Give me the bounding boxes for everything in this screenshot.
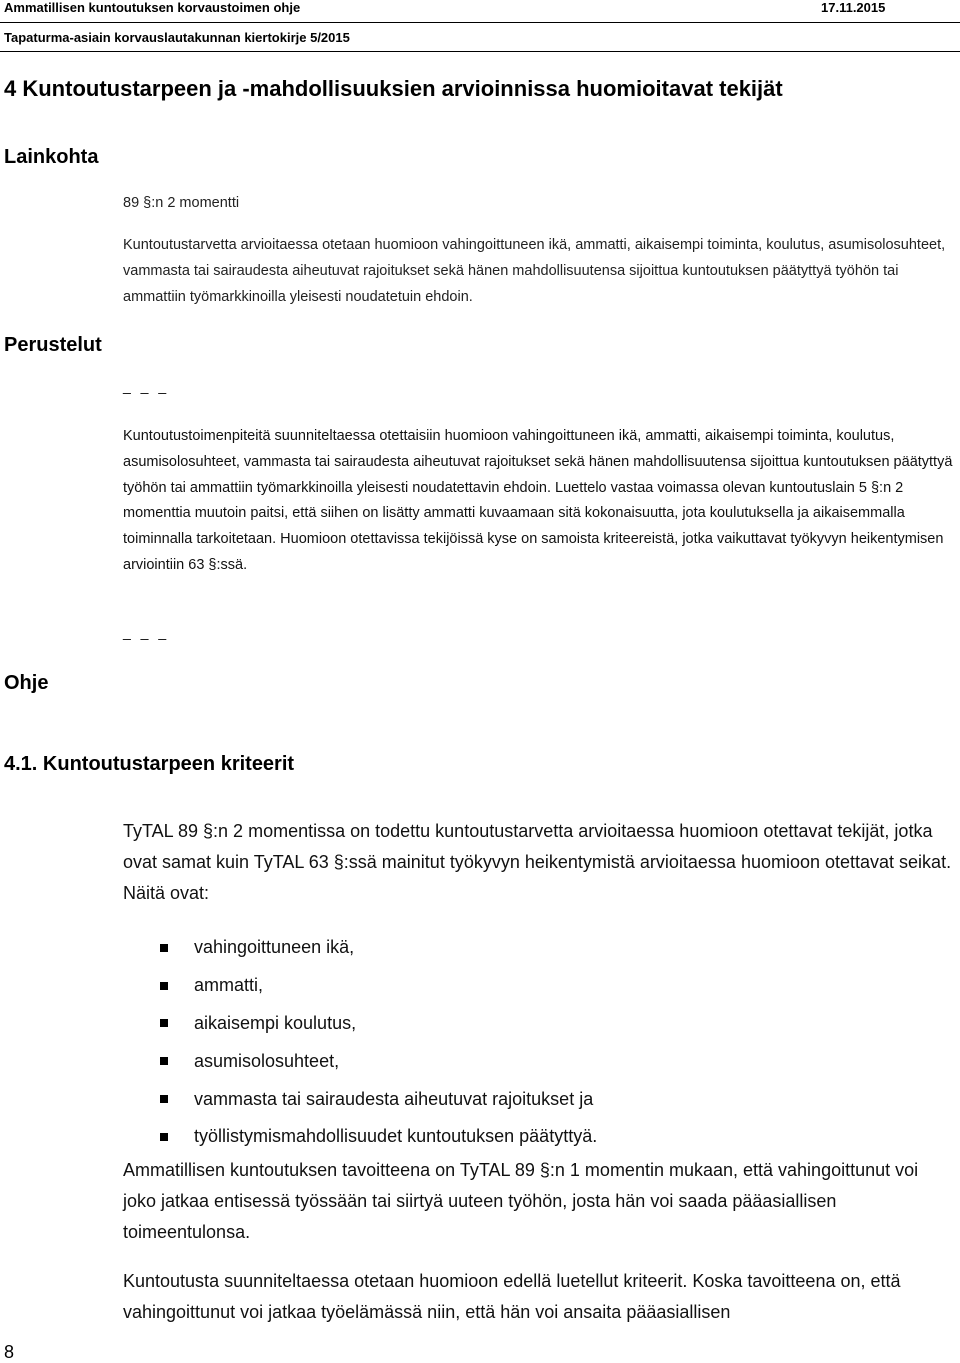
- law-moment-reference: 89 §:n 2 momentti: [123, 195, 240, 211]
- side-label-perustelut: Perustelut: [4, 334, 102, 356]
- separator-dashes: _ _ _: [123, 624, 170, 640]
- side-label-ohje: Ohje: [4, 672, 49, 694]
- list-item: [160, 1005, 597, 1043]
- paragraph-goal: Ammatillisen kuntoutuksen tavoitteena on TyTAL 89 §:n 1 momentin mukaan, että vahingoittunut voi joko jatkaa entisessä työssään tai siirtyä uuteen työhön, josta hän voi saada pääasiallisen toimeentulonsa.: [123, 1160, 919, 1242]
- list-item: [160, 1118, 597, 1156]
- paragraph-criteria-intro: TyTAL 89 §:n 2 momentissa on todettu kuntoutustarvetta arvioitaessa huomioon otettavat tekijät, jotka ovat samat kuin TyTAL 63 §:ssä mainitut työkyvyn heikentymistä arvioitaessa huomioon otettavat seikat. Näitä ovat:: [123, 821, 952, 903]
- square-bullet-icon: [160, 982, 168, 990]
- list-item: [160, 967, 597, 1005]
- header-divider-bottom: [0, 51, 960, 52]
- list-item: [160, 1042, 597, 1080]
- section-heading: 4 Kuntoutustarpeen ja -mahdollisuuksien arvioinnissa huomioitavat tekijät: [4, 76, 783, 101]
- page-number: 8: [4, 1342, 15, 1362]
- header-document-title: Ammatillisen kuntoutuksen korvaustoimen ohje: [4, 0, 301, 15]
- header-date: 17.11.2015: [821, 0, 886, 15]
- square-bullet-icon: [160, 1057, 168, 1065]
- side-label-lainkohta: Lainkohta: [4, 146, 99, 168]
- square-bullet-icon: [160, 1019, 168, 1027]
- criteria-item-label: työllistymismahdollisuudet kuntoutuksen päätyttyä.: [194, 1126, 598, 1147]
- paragraph-planning: Kuntoutusta suunniteltaessa otetaan huomioon edellä luetellut kriteerit. Koska tavoitteena on, että vahingoittunut voi jatkaa työelämässä niin, että hän voi ansaita pääasiallisen: [123, 1271, 901, 1322]
- criteria-item-label: asumisolosuhteet,: [194, 1050, 340, 1071]
- header-divider-top: [0, 22, 960, 23]
- criteria-item-label: vammasta tai sairaudesta aiheutuvat rajoitukset ja: [194, 1088, 594, 1109]
- perustelut-text: Kuntoutustoimenpiteitä suunniteltaessa otettaisiin huomioon vahingoittuneen ikä, ammatti, aikaisempi toiminta, koulutus, asumisolosuhteet, vammasta tai sairaudesta aiheutuvat rajoitukset sekä hänen mahdollisuutensa sijoittua kuntoutuksen päätyttyä työhön tai ammattiin työmarkkinoilla yleisesti noudatettavin ehdoin. Luettelo vastaa voimassa olevan kuntoutuslain 5 §:n 2 momenttia muutoin paitsi, että siihen on lisätty ammatti kuvaamaan sitä kokonaisuutta, jota koulutuksella ja aikaisemmalla toiminnalla tarkoitetaan. Huomioon otettavissa tekijöissä kyse on samoista kriteereistä, jotka vaikuttavat työkyvyn heikentymisen arviointiin 63 §:ssä.: [123, 428, 953, 573]
- subsection-heading: 4.1. Kuntoutustarpeen kriteerit: [4, 753, 295, 775]
- list-item: [160, 929, 597, 967]
- square-bullet-icon: [160, 1133, 168, 1141]
- criteria-list: [160, 929, 597, 1156]
- criteria-item-label: aikaisempi koulutus,: [194, 1012, 357, 1033]
- criteria-item-label: ammatti,: [194, 975, 264, 996]
- list-item: [160, 1080, 597, 1118]
- square-bullet-icon: [160, 944, 168, 952]
- criteria-item-label: vahingoittuneen ikä,: [194, 937, 355, 958]
- separator-dashes: _ _ _: [123, 378, 170, 394]
- square-bullet-icon: [160, 1095, 168, 1103]
- law-text: Kuntoutustarvetta arvioitaessa otetaan huomioon vahingoittuneen ikä, ammatti, aikaisempi toiminta, koulutus, asumisolosuhteet, vammasta tai sairaudesta aiheutuvat rajoitukset sekä hänen mahdollisuutensa sijoittua kuntoutuksen päätyttyä työhön tai ammattiin työmarkkinoilla yleisesti noudatetuin ehdoin.: [123, 237, 946, 305]
- header-circular-subtitle: Tapaturma-asiain korvauslautakunnan kiertokirje 5/2015: [4, 30, 350, 45]
